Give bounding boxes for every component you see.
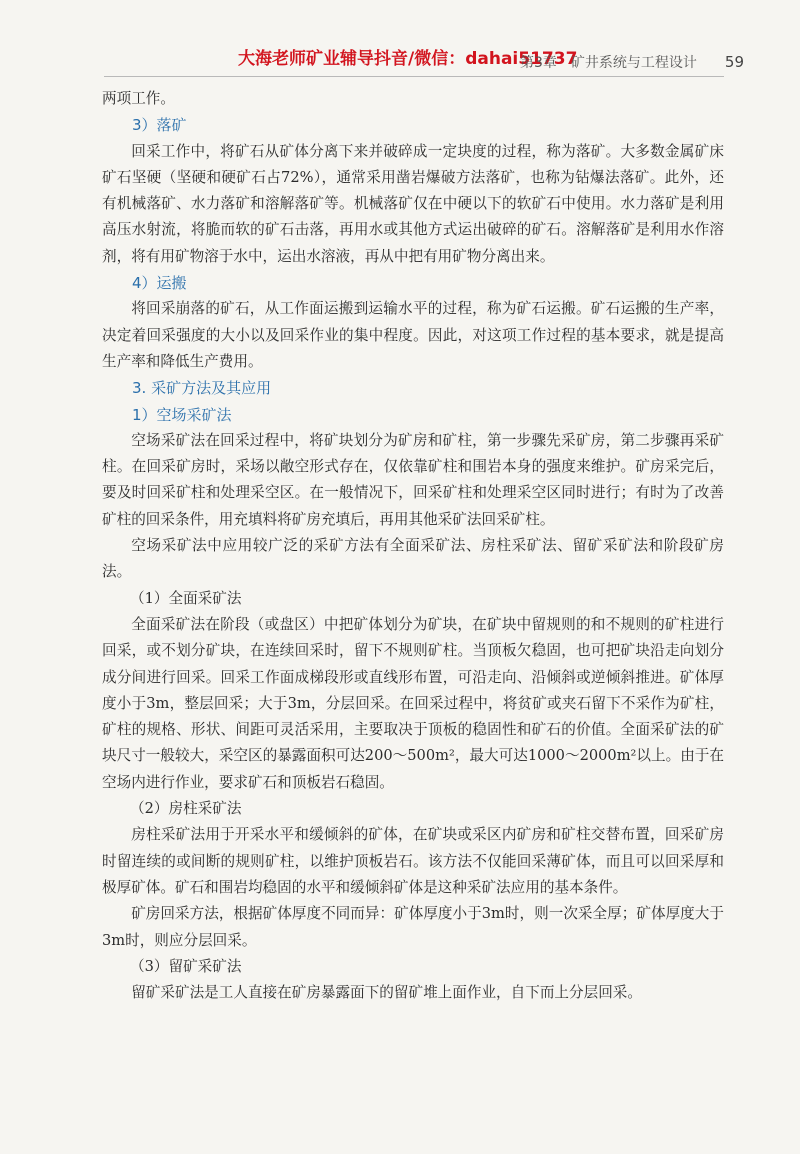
paragraph: 房柱采矿法用于开采水平和缓倾斜的矿体，在矿块或采区内矿房和矿柱交替布置，回采矿房时留连续的或间断的规则矿柱，以维护顶板岩石。该方法不仅能回采薄矿体，而且可以回采厚和极厚矿体。矿石和围岩均稳固的水平和缓倾斜矿体是这种采矿法应用的基本条件。 (102, 826, 724, 896)
paragraph: 矿房回采方法，根据矿体厚度不同而异：矿体厚度小于3m时，则一次采全厚；矿体厚度大于3m时，则应分层回采。 (102, 905, 724, 949)
watermark: 大海老师矿业辅导抖音/微信：dahai51737 (238, 49, 578, 69)
section-heading-yunban: 4）运搬 (132, 274, 187, 293)
paragraph: 将回采崩落的矿石，从工作面运搬到运输水平的过程，称为矿石运搬。矿石运搬的生产率，决定着回采强度的大小以及回采作业的集中程度。因此，对这项工作过程的基本要求，就是提高生产率和降低生产费用。 (102, 300, 724, 370)
paragraph: 留矿采矿法是工人直接在矿房暴露面下的留矿堆上面作业，自下而上分层回采。 (131, 984, 642, 1002)
subheading-full-face: （1）全面采矿法 (130, 589, 242, 607)
section-heading-luokuang: 3）落矿 (132, 116, 187, 135)
chapter-title: 第3章 矿井系统与工程设计 (520, 55, 697, 71)
paragraph: 空场采矿法中应用较广泛的采矿方法有全面采矿法、房柱采矿法、留矿采矿法和阶段矿房法。 (102, 537, 724, 581)
paragraph: 两项工作。 (102, 90, 175, 107)
page-number: 59 (724, 53, 745, 71)
paragraph: 回采工作中，将矿石从矿体分离下来并破碎成一定块度的过程，称为落矿。大多数金属矿床矿石坚硬（坚硬和硬矿石占72%），通常采用凿岩爆破方法落矿，也称为钻爆法落矿。此外，还有机械落矿、水力落矿和溶解落矿等。机械落矿仅在中硬以下的软矿石中使用。水力落矿是利用高压水射流，将脆而软的矿石击落，再用水或其他方式运出破碎的矿石。溶解落矿是利用水作溶剂，将有用矿物溶于水中，运出水溶液，再从中把有用矿物分离出来。 (102, 142, 724, 265)
page-body (102, 86, 724, 1006)
paragraph: 空场采矿法在回采过程中，将矿块划分为矿房和矿柱，第一步骤先采矿房，第二步骤再采矿柱。在回采矿房时，采场以敞空形式存在，仅依靠矿柱和围岩本身的强度来维护。矿房采完后，要及时回采矿柱和处理采空区。在一般情况下，回采矿柱和处理采空区同时进行；有时为了改善矿柱的回采条件，用充填料将矿房充填后，再用其他采矿法回采矿柱。 (102, 431, 724, 528)
paragraph: 全面采矿法在阶段（或盘区）中把矿体划分为矿块，在矿块中留规则的和不规则的矿柱进行回采，或不划分矿块，在连续回采时，留下不规则矿柱。当顶板欠稳固，也可把矿块沿走向划分成分间进行回采。回采工作面成梯段形或直线形布置，可沿走向、沿倾斜或逆倾斜推进。矿体厚度小于3m，整层回采；大于3m，分层回采。在回采过程中，将贫矿或夹石留下不采作为矿柱，矿柱的规格、形状、间距可灵活采用，主要取决于顶板的稳固性和矿石的价值。全面采矿法的矿块尺寸一般较大，采空区的暴露面积可达200～500m²，最大可达1000～2000m²以上。由于在空场内进行作业，要求矿石和顶板岩石稳固。 (102, 615, 724, 791)
section-heading-open-stope: 1）空场采矿法 (132, 405, 232, 424)
subheading-shrinkage: （3）留矿采矿法 (130, 957, 242, 975)
section-heading-mining-methods: 3. 采矿方法及其应用 (132, 379, 272, 398)
subheading-room-pillar: （2）房柱采矿法 (130, 800, 242, 818)
header-rule (104, 76, 724, 77)
running-head (520, 52, 744, 72)
